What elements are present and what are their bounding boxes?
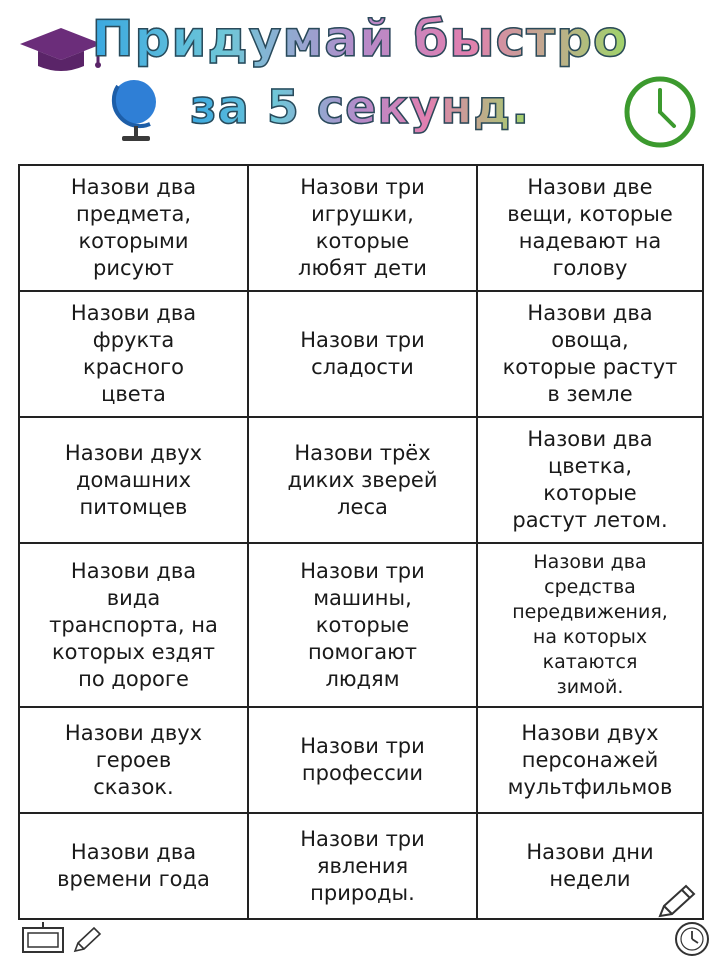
task-cell: Назови три сладости: [249, 292, 478, 418]
task-cell: Назови три игрушки, которые любят дети: [249, 166, 478, 292]
task-cell: Назови дни недели: [526, 840, 654, 891]
task-cell: Назови два средства передвижения, на которых катаются зимой.: [478, 544, 702, 708]
task-cell: Назови два фрукта красного цвета: [20, 292, 249, 418]
task-cell: Назови три профессии: [249, 708, 478, 814]
task-cell: Назови два времени года: [20, 814, 249, 918]
task-cell: Назови три явления природы.: [249, 814, 478, 918]
task-cell: Назови два вида транспорта, на которых ездят по дороге: [20, 544, 249, 708]
task-cell: Назови три машины, которые помогают людям: [249, 544, 478, 708]
task-cell: Назови трёх диких зверей леса: [249, 418, 478, 544]
task-cell: Назови двух героев сказок.: [20, 708, 249, 814]
clock-icon: [622, 74, 698, 150]
clock-icon: [672, 920, 712, 958]
title-line-1: Придумай быстро: [91, 10, 629, 68]
task-cell: Назови две вещи, которые надевают на голову: [478, 166, 702, 292]
task-cell: Назови двух домашних питомцев: [20, 418, 249, 544]
pencil-icon: [72, 926, 102, 954]
title-line-2: за 5 секунд.: [190, 80, 530, 134]
pencil-icon: [656, 884, 696, 920]
task-cell: Назови двух персонажей мультфильмов: [478, 708, 702, 814]
task-cell: Назови два овоща, которые растут в земле: [478, 292, 702, 418]
task-cell: Назови два предмета, которыми рисуют: [20, 166, 249, 292]
picture-frame-icon: [20, 920, 68, 956]
task-grid: [18, 164, 704, 920]
task-cell: Назови два цветка, которые растут летом.: [478, 418, 702, 544]
